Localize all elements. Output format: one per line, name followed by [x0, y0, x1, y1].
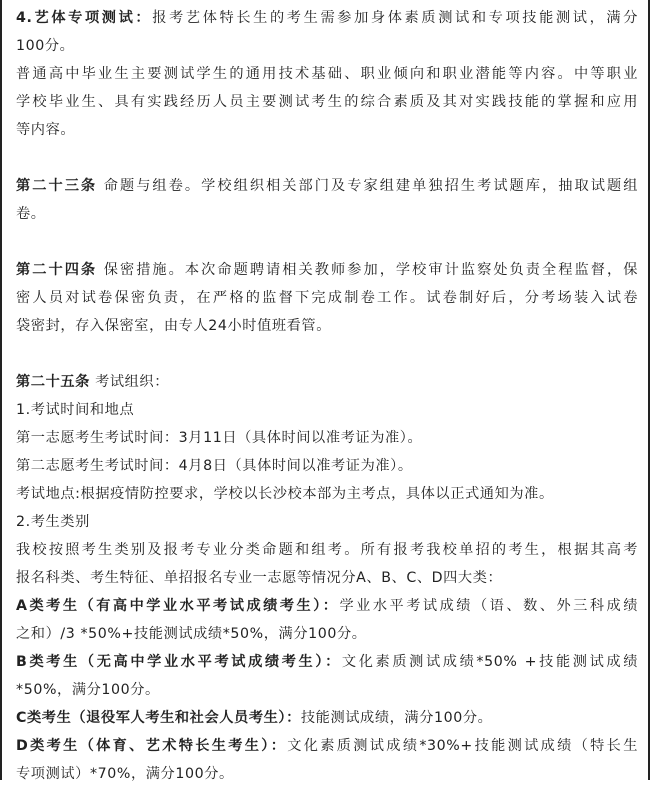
- art24-line-1: [16, 256, 638, 284]
- art24-line-2: 密人员对试卷保密负责，在严格的监督下完成制卷工作。试卷制好后，分考场装入试卷: [16, 290, 638, 306]
- spacer: [16, 228, 638, 256]
- category-a-text-1: 学业水平考试成绩（语、数、外三科成绩: [339, 598, 638, 614]
- category-d-text-1: 文化素质测试成绩*30%+技能测试成绩（特长生: [287, 738, 638, 754]
- category-d-label: D类考生（体育、艺术特长生考生）：: [16, 738, 288, 754]
- art23-line-1: [16, 172, 638, 200]
- category-c-text-1: 技能测试成绩，满分100分。: [300, 710, 493, 726]
- category-d-line-2: 专项测试）*70%，满分100分。: [16, 766, 234, 782]
- art25-sub-1b: 第二志愿考生考试时间：4月8日（具体时间以准考证为准）。: [16, 458, 413, 474]
- category-c-line-1: [16, 704, 638, 732]
- category-a-label: A类考生（有高中学业水平考试成绩考生）：: [16, 598, 340, 614]
- art25-sub-2: 2.考生类别: [16, 514, 90, 530]
- sec4-text-1: 报考艺体特长生的考生需参加身体素质测试和专项技能测试，满分: [152, 10, 638, 26]
- art25-sub-1: 1.考试时间和地点: [16, 402, 135, 418]
- art23-line-2: 卷。: [16, 206, 46, 222]
- art25-sub-2a: 我校按照考生类别及报考专业分类命题和组考。所有报考我校单招的考生，根据其高考: [16, 542, 638, 558]
- spacer: [16, 340, 638, 368]
- sec4-line-5: 等内容。: [16, 122, 76, 138]
- category-d-line-1: [16, 732, 638, 760]
- category-b-text-1: 文化素质测试成绩*50% +技能测试成绩: [341, 654, 638, 670]
- category-b-label: B类考生（无高中学业水平考试成绩考生）：: [16, 654, 342, 670]
- spacer: [16, 144, 638, 172]
- sec4-line-1: [16, 4, 638, 32]
- sec4-line-4: 学校毕业生、具有实践经历人员主要测试考生的综合素质及其对实践技能的掌握和应用: [16, 94, 638, 110]
- document-body: [16, 4, 638, 788]
- art25-sub-2b: 报名科类、考生特征、单招报名专业一志愿等情况分A、B、C、D四大类：: [16, 570, 503, 586]
- category-b-line-1: [16, 648, 638, 676]
- category-c-label: C类考生（退役军人考生和社会人员考生）：: [16, 710, 301, 726]
- art25-sub-1a: 第一志愿考生考试时间：3月11日（具体时间以准考证为准）。: [16, 430, 423, 446]
- art25-sub-1c: 考试地点:根据疫情防控要求，学校以长沙校本部为主考点，具体以正式通知为准。: [16, 486, 554, 502]
- art23-head: 第二十三条: [16, 178, 98, 194]
- art23-text-1: 命题与组卷。学校组织相关部门及专家组建单独招生考试题库，抽取试题组: [97, 178, 638, 194]
- category-a-line-1: [16, 592, 638, 620]
- art24-line-3: 袋密封，存入保密室，由专人24小时值班看管。: [16, 318, 332, 334]
- art24-text-1: 保密措施。本次命题聘请相关教师参加，学校审计监察处负责全程监督，保: [97, 262, 638, 278]
- art25-title: 考试组织：: [89, 374, 170, 390]
- category-a-line-2: 之和）/3 *50%+技能测试成绩*50%，满分100分。: [16, 626, 367, 642]
- category-b-line-2: *50%，满分100分。: [16, 682, 160, 698]
- art25-head: 第二十五条: [16, 374, 90, 390]
- sec4-title: 4.艺体专项测试：: [16, 10, 153, 26]
- sec4-line-2: 100分。: [16, 38, 75, 54]
- sec4-line-3: 普通高中毕业生主要测试学生的通用技术基础、职业倾向和职业潜能等内容。中等职业: [16, 66, 638, 82]
- art25-line-title: [16, 368, 638, 396]
- art24-head: 第二十四条: [16, 262, 98, 278]
